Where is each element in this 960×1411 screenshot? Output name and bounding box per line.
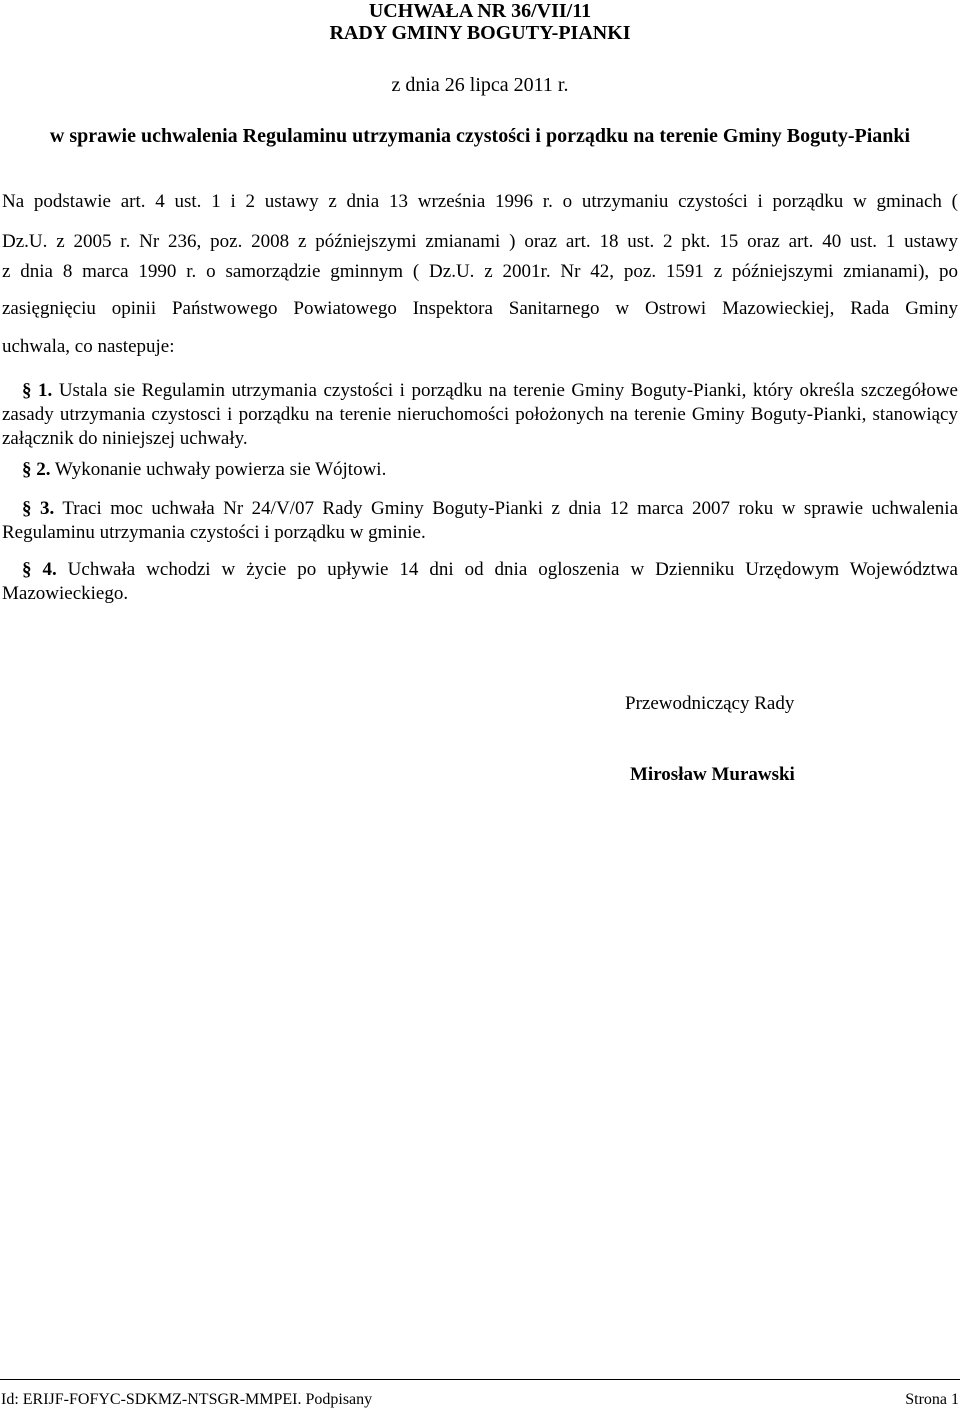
paragraph-3 — [2, 497, 958, 545]
paragraph-1-number: § 1. — [22, 380, 53, 401]
preamble-line-2: Dz.U. z 2005 r. Nr 236, poz. 2008 z późniejszymi zmianami ) oraz art. 18 ust. 2 pkt. 15 oraz art. 40 ust. 1 ustawy — [2, 231, 958, 252]
paragraph-1-text: Ustala sie Regulamin utrzymania czystości i porządku na terenie Gminy Boguty-Pianki, który określa szczegółowe zasady utrzymania czystosci i porządku na terenie nieruchomości położonych na terenie Gminy Boguty-Pianki, stanowiący załącznik do niniejszej uchwały. — [2, 380, 958, 449]
document-id: Id: ERIJF-FOFYC-SDKMZ-NTSGR-MMPEI. Podpisany — [1, 1391, 373, 1408]
preamble-line-1: Na podstawie art. 4 ust. 1 i 2 ustawy z dnia 13 września 1996 r. o utrzymaniu czystości i porządku w gminach ( — [2, 191, 958, 212]
paragraph-4-number: § 4. — [22, 559, 57, 580]
resolution-date: z dnia 26 lipca 2011 r. — [391, 74, 569, 96]
preamble-line-5: uchwala, co nastepuje: — [2, 336, 175, 357]
paragraph-2-number: § 2. — [22, 459, 51, 480]
resolution-subject: w sprawie uchwalenia Regulaminu utrzymania czystości i porządku na terenie Gminy Boguty-Pianki — [49, 125, 911, 147]
signature-name: Mirosław Murawski — [630, 764, 795, 785]
paragraph-4 — [2, 558, 958, 606]
paragraph-4-text: Uchwała wchodzi w życie po upływie 14 dni od dnia ogloszenia w Dzienniku Urzędowym Województwa Mazowieckiego. — [2, 559, 958, 604]
paragraph-2-text: Wykonanie uchwały powierza sie Wójtowi. — [50, 459, 387, 480]
paragraph-3-number: § 3. — [22, 498, 55, 519]
paragraph-3-text: Traci moc uchwała Nr 24/V/07 Rady Gminy Boguty-Pianki z dnia 12 marca 2007 roku w sprawie uchwalenia Regulaminu utrzymania czystości i porządku w gminie. — [2, 498, 958, 543]
council-name: RADY GMINY BOGUTY-PIANKI — [329, 22, 631, 44]
paragraph-1 — [2, 379, 958, 451]
paragraph-2 — [2, 458, 958, 482]
footer-divider — [0, 1379, 960, 1380]
preamble-line-4: zasięgnięciu opinii Państwowego Powiatowego Inspektora Sanitarnego w Ostrowi Mazowieckiej, Rada Gminy — [2, 298, 958, 319]
resolution-number: UCHWAŁA NR 36/VII/11 — [368, 0, 592, 22]
signature-role: Przewodniczący Rady — [625, 693, 795, 714]
preamble-line-3: z dnia 8 marca 1990 r. o samorządzie gminnym ( Dz.U. z 2001r. Nr 42, poz. 1591 z późniejszymi zmianami), po — [2, 261, 958, 282]
page-number: Strona 1 — [905, 1391, 959, 1408]
